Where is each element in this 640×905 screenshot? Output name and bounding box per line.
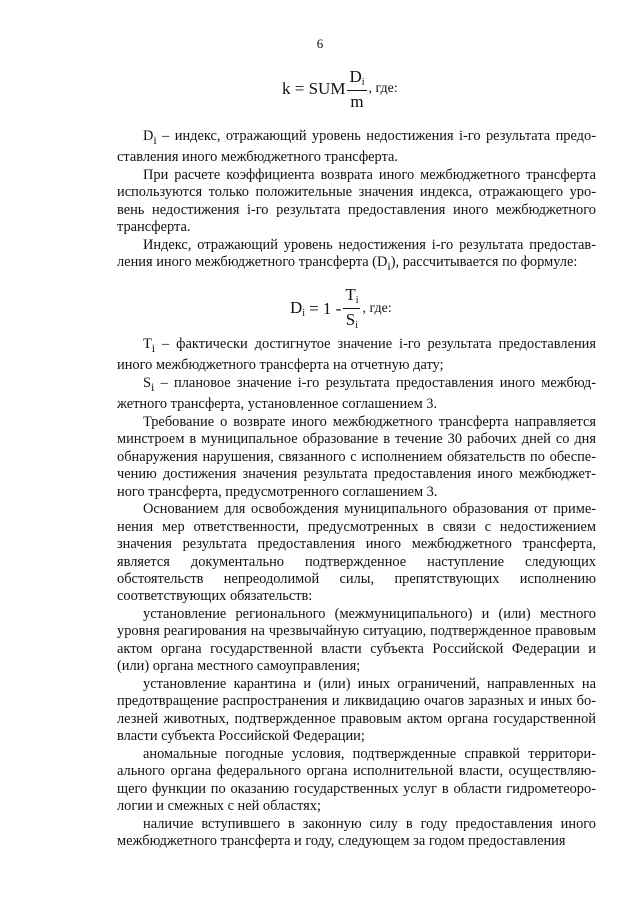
formula-k-fraction xyxy=(347,68,366,110)
formula-k-numerator: D xyxy=(349,67,362,86)
subscript: i xyxy=(153,132,157,147)
block2-paragraph-1: $T_i$ – фактически достигнутое значение i-го результата предоставления иного межбюджетного трансферта на отчетную дату; xyxy=(117,336,596,374)
subscript: i xyxy=(151,379,155,394)
formula-k-tail: , где: xyxy=(368,81,398,96)
block2-paragraph-2: $S_i$ – плановое значение i-го результата предоставления иного межбюджетного трансферта, установленное соглашением 3. xyxy=(117,374,596,413)
block1-paragraph-3: Индекс, отражающий уровень недостижения i-го результата предоставления иного межбюджетного трансферта $(D_i)$, рассчитывается по формуле: xyxy=(117,236,596,274)
formula-di-numerator: T xyxy=(345,285,356,304)
formula-di-numerator-sub: i xyxy=(355,295,359,306)
formula-k-denominator: m xyxy=(350,92,364,111)
formula-k-numerator-sub: i xyxy=(361,77,365,88)
formula-di-denominator-sub: i xyxy=(355,320,359,331)
subscript: i xyxy=(151,340,156,355)
block2-paragraph-6: установление карантина и (или) иных ограничений, направленных на предотвращение распространения и ликвидацию очагов заразных и иных болезней животных, подтвержденное правовым актом органа государственной власти субъекта Российской Федерации; xyxy=(117,675,596,745)
formula-di-denominator: S xyxy=(345,310,356,329)
subscript: i xyxy=(387,259,391,274)
block2-paragraph-8: наличие вступившего в законную силу в году предоставления иного межбюджетного трансферта и году, следующем за годом предоставления xyxy=(117,815,596,850)
block2-paragraph-5: установление регионального (межмуниципального) и (или) местного уровня реагирования на чрезвычайную ситуацию, подтвержденное правовым актом органа государственной власти субъекта Российской Федерации и (или) органа местного самоуправления; xyxy=(117,606,596,675)
formula-di-fraction xyxy=(343,286,360,331)
page-number: 6 xyxy=(316,36,324,51)
block2-paragraph-3: Требование о возврате иного межбюджетного трансферта направляется минстроем в муниципальное образование в течение 30 рабочих дней со дня обнаружения нарушения, связанного с исполнением обязательств по обеспечению достижения значения результата предоставления иного межбюджетного трансферта, предусмотренного соглашением 3. xyxy=(117,413,596,500)
formula-k-lhs: k = SUM xyxy=(282,79,346,98)
block2-paragraph-7: аномальные погодные условия, подтвержденные справкой территориального органа федерального органа исполнительной власти, осуществляющего функции по оказанию государственных услуг в области гидрометеорологии и смежных с ней областях; xyxy=(117,745,596,815)
text-block-2 xyxy=(117,336,596,851)
formula-di-eq: = 1 - xyxy=(309,298,342,318)
formula-di-lhs-sub: i xyxy=(302,308,306,319)
text-block-1 xyxy=(117,128,596,276)
block1-paragraph-1: $D_i$ – индекс, отражающий уровень недостижения i-го результата предоставления иного межбюджетного трансферта. xyxy=(117,128,596,166)
formula-di-tail: , где: xyxy=(362,300,392,316)
block1-paragraph-2: При расчете коэффициента возврата иного межбюджетного трансферта используются только положительные значения индекса, отражающего уровень недостижения i-го результата предоставления иного межбюджетного трансферта. xyxy=(117,166,596,236)
formula-di-lhs: $D_i$ xyxy=(290,298,306,319)
block2-paragraph-4: Основанием для освобождения муниципального образования от применения мер ответственности, предусмотренных в связи с недостижением значения результата предоставления иного межбюджетного трансферта, является документально подтвержденное наступление следующих обстоятельств непреодолимой силы, препятствующих исполнению соответствующих обязательств: xyxy=(117,501,596,605)
